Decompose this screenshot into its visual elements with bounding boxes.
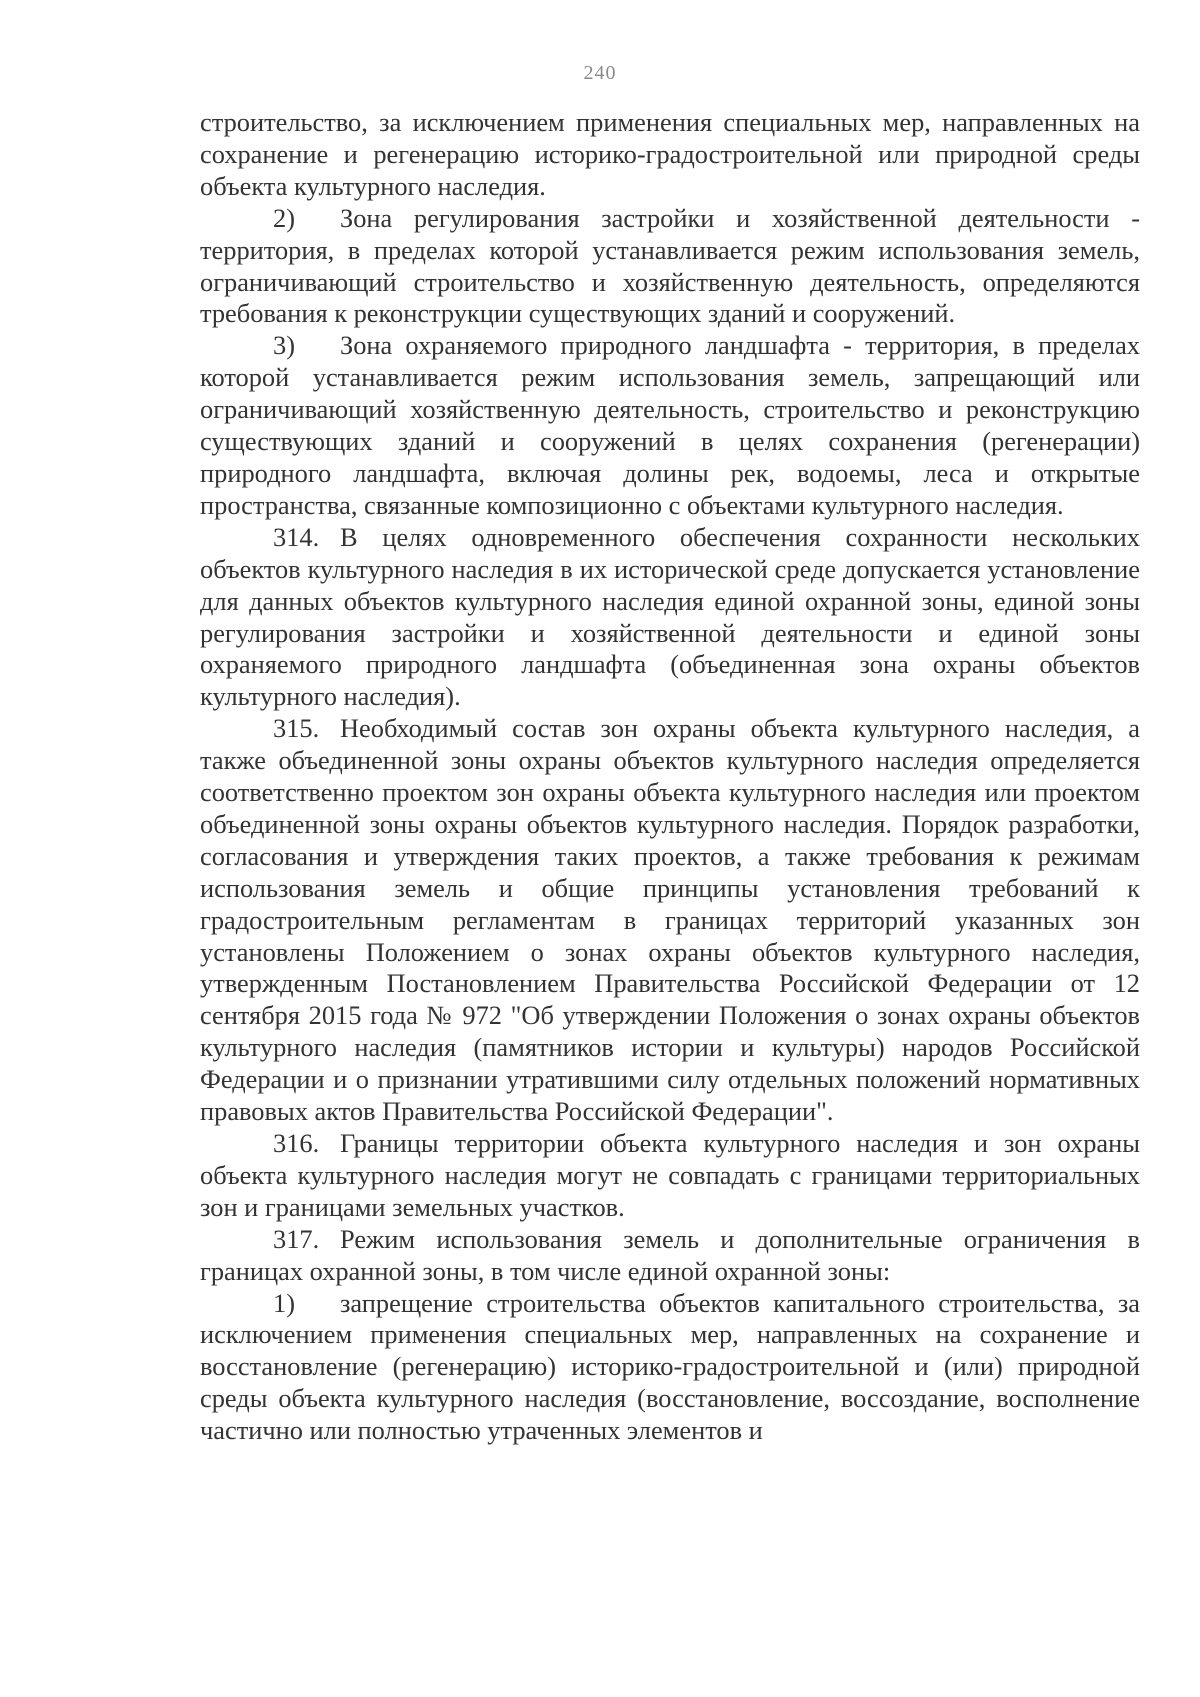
clause-number: 316.	[273, 1128, 320, 1158]
clause-number: 317.	[273, 1223, 320, 1254]
clause-text: Режим использования земель и дополнительные ограничения в границах охранной зоны, в том числе единой охранной зоны:	[200, 1223, 1140, 1286]
list-item-2	[200, 203, 1140, 331]
clause-text: Границы территории объекта культурного наследия и зон охраны объекта культурного наследия могут не совпадать с границами территориальных зон и границами земельных участков.	[200, 1128, 1140, 1222]
list-item-text: Зона охраняемого природного ландшафта - территория, в пределах которой устанавливается режим использования земель, запрещающий или ограничивающий хозяйственную деятельность, строительство и реконструкцию существующих зданий и сооружений в целях сохранения (регенерации) природного ландшафта, включая долины рек, водоемы, леса и открытые пространства, связанные композиционно с объектами культурного наследия.	[200, 330, 1140, 520]
clause-number: 315.	[273, 713, 320, 744]
clause-316	[200, 1128, 1140, 1224]
list-item-number: 2)	[273, 202, 295, 233]
list-item-text: Зона регулирования застройки и хозяйственной деятельности - территория, в пределах которой устанавливается режим использования земель, ограничивающий строительство и хозяйственную деятельность, определяются требования к реконструкции существующих зданий и сооружений.	[200, 202, 1140, 329]
clause-text: Необходимый состав зон охраны объекта культурного наследия, а также объединенной зоны охраны объектов культурного наследия определяется соответственно проектом зон охраны объекта культурного наследия или проектом объединенной зоны охраны объектов культурного наследия. Порядок разработки, согласования и утверждения таких проектов, а также требования к режимам использования земель и общие принципы установления требований к градостроительным регламентам в границах территорий указанных зон установлены Положением о зонах охраны объектов культурного наследия, утвержденным Постановлением Правительства Российской Федерации от 12 сентября 2015 года № 972 "Об утверждении Положения о зонах охраны объектов культурного наследия (памятников истории и культуры) народов Российской Федерации и о признании утратившими силу отдельных положений нормативных правовых актов Правительства Российской Федерации".	[200, 713, 1140, 1127]
clause-317	[200, 1224, 1140, 1288]
list-item-number: 1)	[273, 1287, 295, 1318]
list-item-text: запрещение строительства объектов капитального строительства, за исключением применения специальных мер, направленных на сохранение и восстановление (регенерацию) историко-градостроительной и (или) природной среды объекта культурного наследия (восстановление, воссоздание, восполнение частично или полностью утраченных элементов и	[200, 1287, 1140, 1446]
list-item-3	[200, 330, 1140, 521]
paragraph-text: строительство, за исключением применения специальных мер, направленных на сохранение и регенерацию историко-градостроительной или природной среды объекта культурного наследия.	[200, 107, 1140, 201]
clause-314	[200, 522, 1140, 713]
clause-315	[200, 713, 1140, 1128]
list-item-1	[200, 1288, 1140, 1448]
clause-number: 314.	[273, 521, 320, 552]
list-item-number: 3)	[273, 330, 295, 361]
document-body	[200, 107, 1140, 1447]
paragraph-continuation	[200, 107, 1140, 203]
clause-text: В целях одновременного обеспечения сохранности нескольких объектов культурного наследия в их исторической среде допускается установление для данных объектов культурного наследия единой охранной зоны, единой зоны регулирования застройки и хозяйственной деятельности и единой зоны охраняемого природного ландшафта (объединенная зона охраны объектов культурного наследия).	[200, 521, 1140, 712]
page-number: 240	[583, 62, 617, 84]
